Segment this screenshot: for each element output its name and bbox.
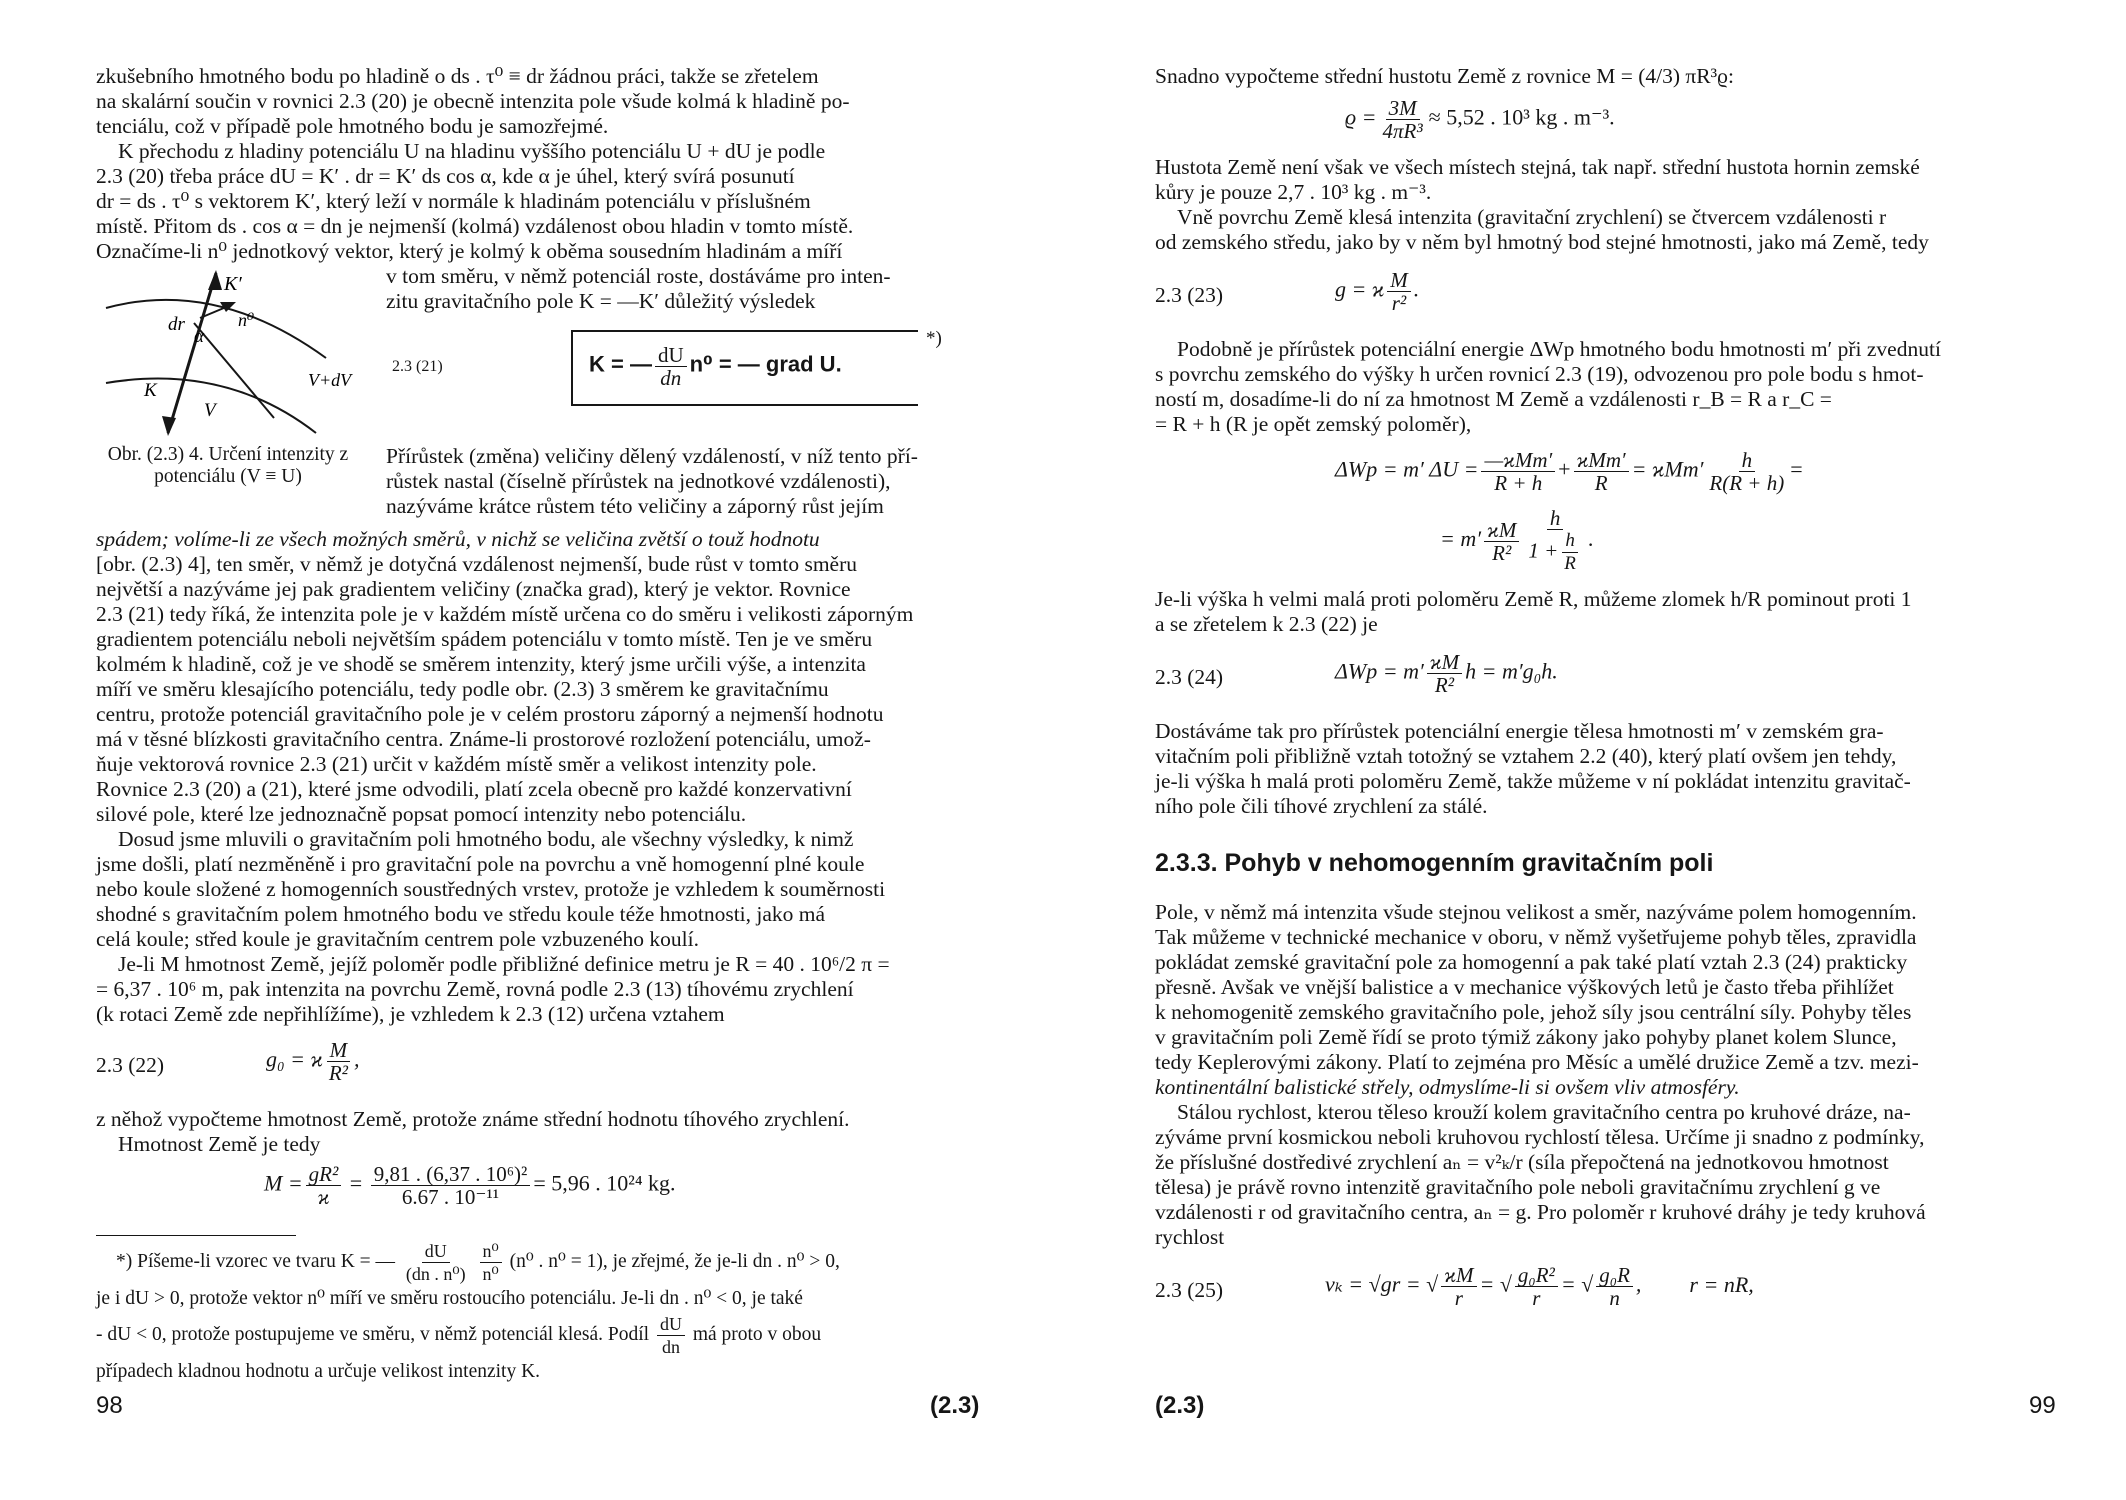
eq25-part: vₖ = √gr = √	[1325, 1271, 1439, 1297]
section-tag: (2.3)	[1155, 1392, 1205, 1419]
eqdw-den: R	[1594, 471, 1608, 495]
equation-22-label: 2.3 (22)	[96, 1053, 165, 1077]
potential-levels-figure	[96, 268, 356, 438]
text-line: gradientem potenciálu neboli největším spádem potenciálu v tomto místě. Ten je ve směru	[96, 627, 873, 651]
eqdw-part: =	[1790, 456, 1803, 482]
footnote-line-3	[96, 1313, 996, 1358]
footnote-line-4: případech kladnou hodnotu a určuje velikost intenzity K.	[96, 1361, 541, 1382]
text-line: míří ve směru klesajícího potenciálu, tedy podle obr. (2.3) 3 směrem ke gravitačnímu	[96, 677, 829, 701]
equation-25-label: 2.3 (25)	[1155, 1278, 1224, 1302]
eq23-lhs: g = ϰ	[1335, 276, 1385, 302]
eq25-den: r	[1454, 1286, 1463, 1310]
fn-den: n⁰	[482, 1264, 499, 1284]
text-line: má v těsné blízkosti gravitačního centra. Známe-li prostorové rozložení potenciálu, umož-	[96, 727, 871, 751]
footnote-marker: *)	[926, 328, 942, 349]
text-line: Rovnice 2.3 (20) a (21), které jsme odvodili, platí zcela obecně pro každé konzervativní	[96, 777, 852, 801]
eqdw-num: h	[1562, 530, 1578, 553]
label-v-dv: V+dV	[308, 370, 352, 390]
eqdw-den: R(R + h)	[1709, 471, 1785, 495]
fn-num: dU	[422, 1240, 450, 1263]
text-line: Přírůstek (změna) veličiny dělený vzdáleností, v níž tento pří-	[386, 444, 918, 468]
text-line: K přechodu z hladiny potenciálu U na hladinu vyššího potenciálu U + dU je podle	[118, 139, 826, 163]
section-heading: 2.3.3. Pohyb v nehomogenním gravitačním poli	[1155, 849, 1714, 877]
eqdw-fraction	[1706, 449, 1787, 494]
fn-fraction-1	[403, 1240, 469, 1285]
eq23-num: M	[1387, 269, 1411, 292]
footnote-line-2: je i dU > 0, protože vektor n⁰ míří ve směru rostoucího potenciálu. Je-li dn . n⁰ < 0, je také	[96, 1288, 803, 1309]
text-line: zitu gravitačního pole K = —K′ důležitý výsledek	[386, 289, 816, 313]
equation-mass-body: M = $\frac{\text{gR²}}{ϰ}$ = $\frac{\text{9,81 . (6,37 . 10⁶)²}}{\text{6.67 . 10⁻¹¹}}$ = 5,96 . 10²⁴ kg.	[264, 1162, 676, 1209]
eqm-fraction-2	[371, 1163, 531, 1208]
eqr-fraction	[1380, 97, 1426, 142]
right-text-column	[1155, 64, 2063, 1326]
equation-25	[1155, 1256, 2063, 1326]
eq21-rhs: n⁰ = — grad U.	[689, 351, 842, 377]
eqm-f2-den: 6.67 . 10⁻¹¹	[401, 1185, 500, 1209]
eqdw-compound-den	[1525, 530, 1585, 575]
text-line: 2.3 (21) tedy říká, že intenzita pole je v každém místě určena co do směru i velikosti záporným	[96, 602, 914, 626]
text-line: rychlost	[1155, 1225, 1225, 1249]
eq25-part: r = nR,	[1689, 1271, 1754, 1297]
paragraph-result	[1155, 719, 2063, 819]
eq25-num: g₀R²	[1515, 1264, 1558, 1287]
text-line: = R + h (R je opět zemský poloměr),	[1155, 412, 1472, 436]
eq23-den: r²	[1391, 291, 1407, 315]
eq22-den: R²	[328, 1061, 348, 1085]
equation-delta-w	[1155, 437, 2063, 587]
equation-22	[96, 1033, 996, 1103]
text-line: pokládat zemské gravitační pole za homogenní a pak také platí vztah 2.3 (24) prakticky	[1155, 950, 1908, 974]
label-v: V	[204, 400, 216, 421]
text-line: (k rotaci Země zde nepřihlížíme), je vzhledem k 2.3 (12) určena vztahem	[96, 1002, 725, 1026]
eqr-num: 3M	[1386, 97, 1420, 120]
text-line: 2.3 (20) třeba práce dU = K′ . dr = K′ ds cos α, kde α je úhel, který svírá posunutí	[96, 164, 795, 188]
equation-23-label: 2.3 (23)	[1155, 283, 1224, 307]
text-line: přesně. Avšak ve vnější balistice a v mechanice výškových letů je často třeba přihlížet	[1155, 975, 1894, 999]
text-line: shodné s gravitačním polem hmotného bodu ve středu koule téže hmotnosti, jako má	[96, 902, 826, 926]
text-line: z něhož vypočteme hmotnost Země, protože známe střední hodnotu tíhového zrychlení.	[96, 1107, 850, 1131]
text-line: místě. Přitom ds . cos α = dn je nejmenší (kolmá) vzdálenost obou hladin v tomto místě.	[96, 214, 854, 238]
text-line: zýváme první kosmickou neboli kruhovou rychlostí tělesa. Určíme ji snadno z podmínky,	[1155, 1125, 1925, 1149]
eqm-f1-den: ϰ	[317, 1185, 330, 1209]
eqdw-part: ΔWp = m′ ΔU =	[1335, 456, 1479, 482]
fn-fraction-3	[657, 1313, 685, 1358]
text-line: kůry je pouze 2,7 . 10³ kg . m⁻³.	[1155, 180, 1432, 204]
text-line: růstek nastal (číselně přírůstek na jednotkové vzdálenosti),	[386, 469, 891, 493]
eq25-den: n	[1609, 1286, 1620, 1310]
eqdw-part: +	[1558, 456, 1571, 482]
paragraph-speed	[1155, 1100, 2063, 1250]
eqdw-part: = m′	[1440, 526, 1482, 552]
eqm-rhs: = 5,96 . 10²⁴ kg.	[533, 1170, 676, 1196]
paragraph-density	[1155, 155, 2063, 205]
equation-24-body	[1335, 651, 1558, 696]
paragraph-homogeneous	[1155, 900, 2063, 1100]
equation-delta-w-line-1	[1335, 449, 1803, 494]
fn-den: dn	[661, 1337, 680, 1357]
eq25-num: g₀R	[1596, 1264, 1633, 1287]
eq25-part: = √	[1560, 1271, 1594, 1297]
eqdw-num: ϰM	[1484, 519, 1519, 542]
footnote-line-1	[96, 1240, 996, 1285]
eq22-num: M	[327, 1039, 351, 1062]
text-line: silové pole, které lze jednoznačně popsat pomocí intenzity nebo potenciálu.	[96, 802, 747, 826]
eqm-f2-num: 9,81 . (6,37 . 10⁶)²	[371, 1163, 531, 1186]
fn-num: n⁰	[480, 1240, 502, 1263]
eqdw-num: h	[1739, 449, 1756, 472]
equation-24	[1155, 643, 2063, 715]
text-line: Stálou rychlost, kterou těleso krouží kolem gravitačního centra po kruhové dráze, na-	[1177, 1100, 1911, 1124]
text-line: Dosud jsme mluvili o gravitačním poli hmotného bodu, ale všechny výsledky, k nimž	[118, 827, 854, 851]
fn-part: má proto v obou	[692, 1323, 822, 1345]
section-tag: (2.3)	[930, 1392, 980, 1419]
text-line: Snadno vypočteme střední hustotu Země z rovnice M = (4/3) πR³ϱ:	[1155, 64, 1734, 88]
page-number: 99	[2029, 1392, 2056, 1419]
eqdw-inner-fraction	[1561, 530, 1579, 575]
eqdw-fraction-compound	[1525, 507, 1585, 575]
eq24-num: ϰM	[1427, 651, 1462, 674]
eq22-lhs: g₀ = ϰ	[266, 1046, 323, 1072]
text-line: ního pole čili tíhové zrychlení za stálé.	[1155, 794, 1488, 818]
eqm-fraction-1	[306, 1163, 342, 1208]
eqdw-part: = ϰMm′	[1631, 456, 1704, 482]
text-line: zkušebního hmotného bodu po hladině o ds . τ⁰ ≡ dr žádnou práci, takže se zřetelem	[96, 64, 819, 88]
text-line: v tom směru, v němž potenciál roste, dostáváme pro inten-	[386, 264, 891, 288]
eqdw-den: R	[1564, 553, 1576, 574]
eqdw-fraction	[1484, 519, 1519, 564]
equation-22-body	[266, 1039, 359, 1084]
text-line: že příslušné dostředivé zrychlení aₙ = v²ₖ/r (síla přepočtená na jednotkovou hmotnost	[1155, 1150, 1889, 1174]
eqdw-part: .	[1587, 526, 1594, 552]
equation-density	[1155, 89, 2063, 155]
eqdw-num: h	[1547, 507, 1564, 530]
eq21-lhs: K = —	[589, 351, 652, 377]
eq24-den: R²	[1434, 673, 1454, 697]
equation-23	[1155, 261, 2063, 331]
eq24-fraction	[1427, 651, 1462, 696]
eq23-fraction	[1387, 269, 1411, 314]
right-page	[1063, 0, 2126, 1500]
text-line: k nehomogenitě zemského gravitačního pole, jehož síly jsou centrální síly. Pohyby těles	[1155, 1000, 1912, 1024]
label-alpha: α	[194, 326, 204, 347]
paragraph-outside	[1155, 205, 2063, 255]
eqdw-num: ϰMm′	[1574, 449, 1629, 472]
text-line: tedy Keplerovými zákony. Platí to zejména pro Měsíc a umělé družice Země a tzv. mezi-	[1155, 1050, 1919, 1074]
eq24-lhs: ΔWp = m′	[1335, 658, 1424, 684]
eqdw-den: R²	[1492, 540, 1512, 565]
fn-num: dU	[657, 1313, 685, 1336]
equation-23-body	[1335, 269, 1419, 314]
eq25-den: r	[1532, 1286, 1541, 1310]
equation-mass	[96, 1157, 996, 1223]
label-dr: dr	[168, 314, 185, 335]
eq25-num: ϰM	[1441, 1264, 1476, 1287]
text-line: nebo koule složené z homogenních soustředných vrstev, protože je vzhledem k souměrnosti	[96, 877, 886, 901]
text-line: Hustota Země není však ve všech místech stejná, tak např. střední hustota hornin zemské	[1155, 155, 1920, 179]
text-line: kontinentální balistické střely, odmyslíme-li si ovšem vliv atmosféry.	[1155, 1075, 1740, 1099]
paragraph-earth	[96, 952, 996, 1027]
text-line: Tak můžeme v technické mechanice v oboru, v němž vyšetřujeme pohyb těles, zpravidla	[1155, 925, 1917, 949]
text-line: nazýváme krátce růstem této veličiny a záporný růst jejím	[386, 494, 884, 518]
text-beside-figure	[386, 264, 996, 314]
equation-delta-w-line-2	[1440, 507, 1593, 575]
text-line: [obr. (2.3) 4], ten směr, v němž je dotyčná vzdálenost nejmenší, bude růst v tomto směru	[96, 552, 858, 576]
eq25-fraction	[1441, 1264, 1476, 1309]
text-line: největší a nazýváme jej pak gradientem veličiny (značka grad), který je vektor. Rovnice	[96, 577, 851, 601]
arrowhead-k-prime	[208, 270, 222, 290]
equation-24-label: 2.3 (24)	[1155, 665, 1224, 689]
left-text-column	[96, 64, 996, 1386]
eqdw-fraction	[1574, 449, 1629, 494]
label-k: K	[144, 380, 157, 401]
text-line: je-li výška h malá proti poloměru Země, takže můžeme v ní pokládat intenzitu gravitač-	[1155, 769, 1911, 793]
text-line: celá koule; střed koule je gravitačním centrem pole vzbuzeného koulí.	[96, 927, 699, 951]
page-number: 98	[96, 1392, 123, 1419]
eq21-num: dU	[655, 344, 687, 367]
text-line: = 6,37 . 10⁶ m, pak intenzita na povrchu Země, rovná podle 2.3 (13) tíhovému zrychlení	[96, 977, 854, 1001]
text-line: ňuje vektorová rovnice 2.3 (21) určit v každém místě směr a velikost intenzity pole.	[96, 752, 817, 776]
text-line: Vně povrchu Země klesá intenzita (gravitační zrychlení) se čtvercem vzdálenosti r	[1177, 205, 1887, 229]
eq22-fraction	[326, 1039, 351, 1084]
equation-25-body	[1325, 1264, 1754, 1309]
text-line: Je-li M hmotnost Země, jejíž poloměr podle přibližné definice metru je R = 40 . 10⁶/2 π =	[118, 952, 890, 976]
eq24-rhs: h = m′g₀h.	[1465, 658, 1558, 684]
text-line: vzdálenosti r od gravitačního centra, aₙ = g. Pro poloměr r kruhové dráhy je tedy kruhová	[1155, 1200, 1926, 1224]
text-line: Je-li výška h velmi malá proti poloměru Země R, můžeme zlomek h/R pominout proti 1	[1155, 587, 1912, 611]
text-line: dr = ds . τ⁰ s vektorem K′, který leží v normále k hladinám potenciálu v příslušném	[96, 189, 811, 213]
fn-fraction-2	[480, 1240, 502, 1285]
label-k-prime: K′	[224, 273, 242, 295]
eqdw-den: R + h	[1494, 471, 1543, 495]
paragraph-potential	[1155, 337, 2063, 437]
text-beside-caption	[386, 444, 996, 519]
text-line: spádem; volíme-li ze všech možných směrů, v nichž se veličina zvětší o touž hodnotu	[96, 527, 820, 551]
eq21-fraction	[655, 344, 687, 389]
eq23-tail: .	[1413, 276, 1420, 302]
eqm-lhs: M =	[264, 1170, 303, 1196]
paragraph-sphere	[96, 827, 996, 952]
paragraph-gradient	[96, 527, 996, 827]
text-line: ností m, dosadíme-li do ní za hmotnost M Země a vzdálenosti r_B = R a r_C =	[1155, 387, 1832, 411]
eq25-fraction	[1596, 1264, 1633, 1309]
fn-part: *) Píšeme-li vzorec ve tvaru K = —	[116, 1250, 396, 1272]
text-line: a se zřetelem k 2.3 (22) je	[1155, 612, 1378, 636]
fn-part: (n⁰ . n⁰ = 1), je zřejmé, že je-li dn . n⁰ > 0,	[509, 1250, 840, 1272]
eqdw-num: —ϰMm′	[1481, 449, 1555, 472]
text-line: vitačním poli přibližně vztah totožný se vztahem 2.2 (40), který platí ovšem jen tehdy,	[1155, 744, 1897, 768]
fn-part: - dU < 0, protože postupujeme ve směru, v němž potenciál klesá. Podíl	[96, 1323, 650, 1345]
text-line: Pole, v němž má intenzita všude stejnou velikost a směr, nazýváme polem homogenním.	[1155, 900, 1917, 924]
eq25-part: = √	[1479, 1271, 1512, 1297]
text-line: jsme došli, platí nezměněně i pro gravitační pole na povrchu a vně homogenní plné koule	[96, 852, 865, 876]
text-line: Označíme-li n⁰ jednotkový vektor, který je kolmý k oběma sousedním hladinám a míří	[96, 239, 843, 263]
footnote-rule	[96, 1235, 296, 1236]
text-line: Hmotnost Země je tedy	[118, 1132, 321, 1156]
eq22-tail: ,	[353, 1046, 360, 1072]
fn-den: (dn . n⁰)	[405, 1264, 466, 1284]
text-line: v gravitačním poli Země řídí se proto týmiž zákony jako pohyby planet kolem Slunce,	[1155, 1025, 1897, 1049]
text-line: Dostáváme tak pro přírůstek potenciální energie tělesa hmotnosti m′ v zemském gra-	[1155, 719, 1884, 743]
eq25-part: ,	[1635, 1271, 1642, 1297]
footnote	[96, 1240, 996, 1386]
text-line: tenciálu, což v případě pole hmotného bodu je samozřejmé.	[96, 114, 609, 138]
paragraph-small-h	[1155, 587, 2063, 637]
label-n0: n⁰	[238, 310, 255, 330]
equation-21	[589, 344, 842, 389]
equation-21-label: 2.3 (21)	[392, 358, 443, 375]
text-line: kolmém k hladině, což je ve shodě se směrem intenzity, který jsme určili výše, a intenzita	[96, 652, 866, 676]
figure-block	[96, 264, 996, 518]
text-line: od zemského středu, jako by v něm byl hmotný bod stejné hmotnosti, jako má Země, tedy	[1155, 230, 1929, 254]
arrowhead-k	[162, 416, 176, 436]
eqr-den: 4πR³	[1382, 119, 1423, 143]
figure-caption: Obr. (2.3) 4. Určení intenzity z potenciálu (V ≡ U)	[107, 444, 349, 487]
text-line: na skalární součin v rovnici 2.3 (20) je obecně intenzita pole všude kolmá k hladině po-	[96, 89, 850, 113]
text-line: Podobně je přírůstek potenciální energie ΔWp hmotného bodu hmotnosti m′ při zvednutí	[1177, 337, 1941, 361]
equation-21-box	[571, 330, 918, 406]
eqr-rhs: ≈ 5,52 . 10³ kg . m⁻³.	[1428, 104, 1615, 130]
eqm-f1-num: gR²	[306, 1163, 342, 1186]
text-line: centru, protože potenciál gravitačního pole je v celém prostoru záporný a nejmenší hodnotu	[96, 702, 884, 726]
eq25-fraction	[1515, 1264, 1558, 1309]
text-line: s povrchu zemského do výšky h určen rovnicí 2.3 (19), odvozenou pro pole bodu s hmot-	[1155, 362, 1924, 386]
eq21-den: dn	[660, 366, 682, 390]
eqdw-part: 1 +	[1528, 538, 1559, 563]
text-line: tělesa) je právě rovno intenzitě gravitačního pole neboli gravitačnímu zrychlení g ve	[1155, 1175, 1881, 1199]
equation-density-body	[1345, 97, 1615, 142]
eqr-lhs: ϱ =	[1345, 104, 1377, 130]
eqdw-fraction	[1481, 449, 1555, 494]
